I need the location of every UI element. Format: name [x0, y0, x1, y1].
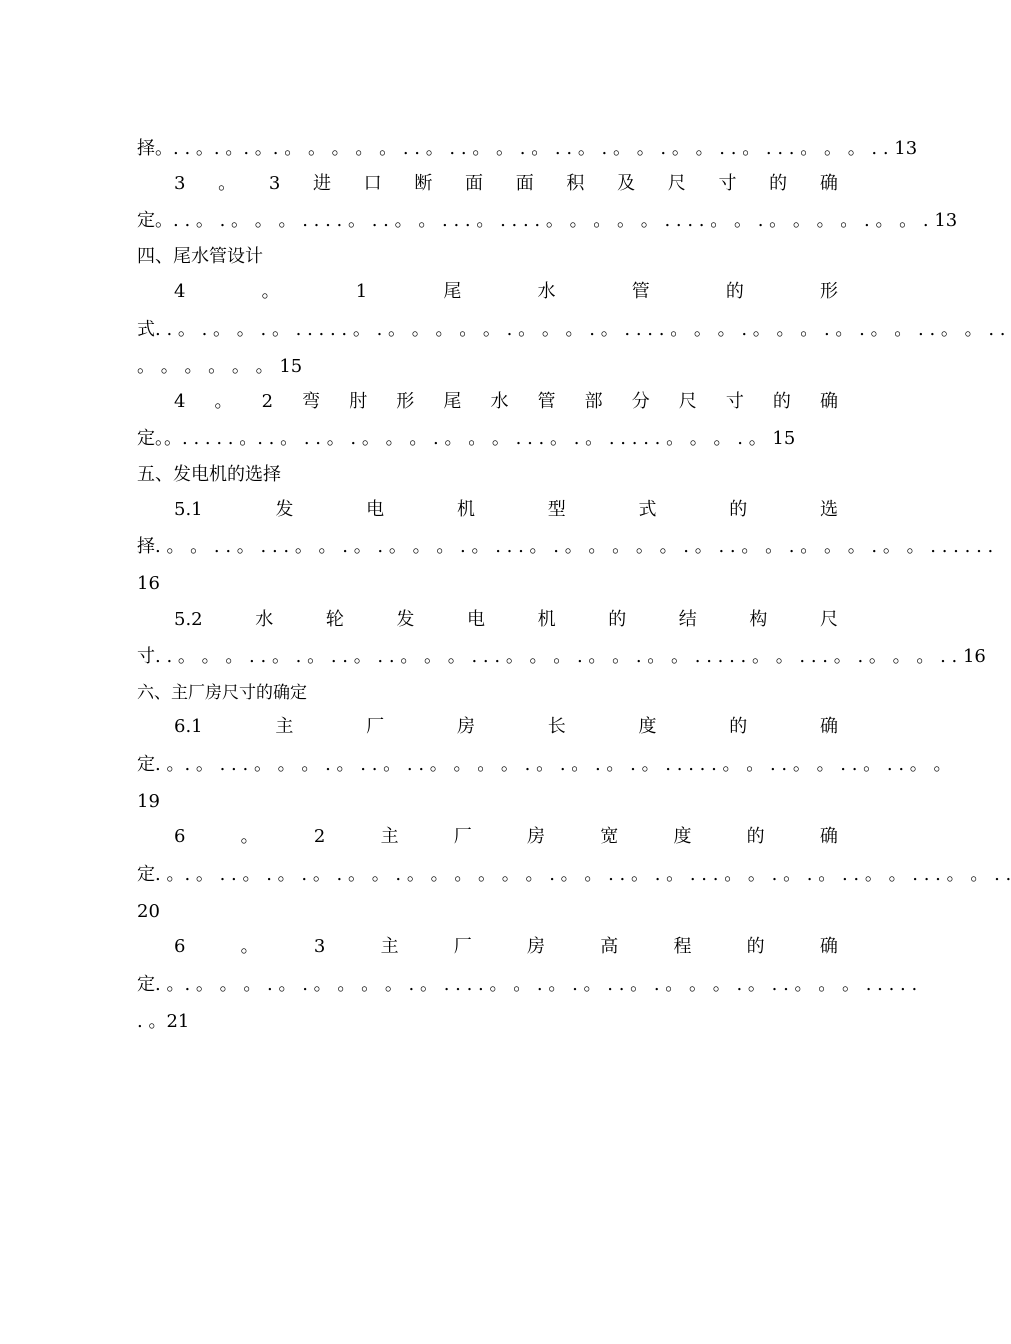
toc-entry-5-1[interactable] — [174, 497, 838, 523]
toc-line-6-1-cont: 定. 。. 。 . . . 。 。 。 . 。 . . 。 . . 。 。 。 。 . 。 . 。 . 。 . 。 . . . . . 。 。 . . 。 。 . . 。 . . 。 。 — [137, 754, 952, 775]
toc-entry-3-3[interactable] — [174, 171, 838, 197]
toc-char: 式 — [638, 499, 657, 520]
toc-entry-6-2[interactable] — [174, 824, 838, 850]
toc-char: 尾 — [443, 281, 462, 302]
toc-char: 机 — [456, 499, 475, 520]
toc-char: 确 — [820, 391, 838, 412]
toc-line-3-3-cont: 定。. . 。 . 。 。 。 . . . . 。 . . 。 。 . . . 。 . . . . 。 。 。 。 。 . . . . 。 。 . 。 。 。 。 . 。 。 . 13 — [137, 210, 958, 231]
toc-char: 6 — [174, 936, 186, 957]
toc-char: 的 — [608, 609, 627, 630]
toc-char: 确 — [819, 936, 838, 957]
toc-char: 确 — [819, 826, 838, 847]
toc-char: 分 — [631, 391, 650, 412]
toc-char: 电 — [366, 499, 385, 520]
toc-char: 寸 — [718, 173, 737, 194]
toc-char: 构 — [749, 609, 768, 630]
toc-section-4-heading[interactable]: 四、尾水管设计 — [137, 246, 263, 267]
toc-char: 形 — [820, 281, 838, 302]
toc-entry-6-3[interactable] — [174, 934, 838, 960]
toc-char: 管 — [537, 391, 556, 412]
toc-char: 6.1 — [174, 716, 203, 737]
toc-section-5-heading[interactable]: 五、发电机的选择 — [137, 464, 281, 485]
toc-char: 尺 — [678, 391, 697, 412]
toc-char: 部 — [584, 391, 603, 412]
toc-line-6-1-page: 19 — [137, 791, 160, 812]
toc-entry-6-1[interactable] — [174, 714, 838, 740]
toc-char: 面 — [465, 173, 484, 194]
toc-char: 水 — [255, 609, 274, 630]
toc-char: 厂 — [453, 936, 472, 957]
toc-char: 厂 — [366, 716, 385, 737]
toc-char: 3 — [268, 173, 281, 194]
toc-char: 进 — [312, 173, 331, 194]
toc-line-6-2-page: 20 — [137, 901, 160, 922]
toc-char: 主 — [380, 826, 399, 847]
toc-char: 6 — [174, 826, 186, 847]
toc-char: 的 — [769, 173, 788, 194]
toc-char: 肘 — [349, 391, 368, 412]
toc-char: 。 — [240, 826, 259, 847]
toc-char: 的 — [729, 716, 748, 737]
toc-entry-5-2[interactable] — [174, 607, 838, 633]
toc-char: 水 — [537, 281, 556, 302]
toc-char: 型 — [547, 499, 566, 520]
toc-char: 尾 — [443, 391, 462, 412]
toc-line-selection-cont: 择。. . 。. 。. 。. 。 。 。 。 。 . . 。 . . 。 。 . 。 . . 。 . 。 。 . 。 。 . . 。 . . . 。 。 。 . . 13 — [137, 138, 918, 159]
toc-char: 4 — [174, 391, 186, 412]
toc-char: 寸 — [725, 391, 744, 412]
toc-char: 4 — [174, 281, 186, 302]
toc-char: 积 — [566, 173, 585, 194]
toc-line-5-1-page: 16 — [137, 573, 160, 594]
toc-char: 机 — [537, 609, 556, 630]
toc-char: 。 — [261, 281, 280, 302]
toc-char: 2 — [313, 826, 326, 847]
toc-char: 度 — [638, 716, 657, 737]
toc-char: 管 — [631, 281, 650, 302]
toc-char: 1 — [355, 281, 368, 302]
toc-char: 结 — [678, 609, 697, 630]
toc-entry-4-1[interactable] — [174, 279, 838, 305]
toc-char: 宽 — [600, 826, 619, 847]
toc-char: 确 — [819, 173, 838, 194]
toc-char: 高 — [600, 936, 619, 957]
toc-char: 房 — [527, 936, 545, 957]
toc-char: 弯 — [302, 391, 321, 412]
toc-char: 。 — [214, 391, 233, 412]
toc-char: 尺 — [819, 609, 838, 630]
toc-line-4-1-page: 。 。 。 。 。 。 15 — [137, 356, 303, 377]
toc-char: 水 — [490, 391, 509, 412]
toc-char: 3 — [313, 936, 326, 957]
toc-line-6-2-cont: 定. 。. 。 . . 。 . 。 . 。 . 。 。 . 。 。 。 。 。 。 . 。 。 . . 。 . 。 . . . 。 。 . 。 . 。 . . 。 。 . . . 。 。 . . — [137, 864, 1011, 885]
toc-section-6-heading[interactable]: 六、主厂房尺寸的确定 — [137, 683, 307, 703]
toc-char: 及 — [617, 173, 636, 194]
toc-char: 尺 — [667, 173, 686, 194]
toc-char: 。 — [240, 936, 259, 957]
toc-line-5-2-cont: 寸. . 。 。 。 . . 。 . 。 . . 。 . . 。 。 。 . . . 。 。 。 . 。 。 . 。 。 . . . . . 。 。 . . . 。 . 。 。 。 . . 16 — [137, 646, 986, 667]
toc-char: 形 — [396, 391, 415, 412]
toc-entry-4-2[interactable] — [174, 389, 838, 415]
toc-char: 面 — [515, 173, 534, 194]
toc-char: 主 — [380, 936, 399, 957]
toc-line-6-3-cont: 定. 。. 。 。 。 . 。 . 。 。 。 。 . 。 . . . . 。 。 . 。 . 。 . . 。 . 。 。 。 . 。 . . 。 。 。 . . . . . — [137, 974, 918, 995]
toc-line-6-3-page: . 。21 — [137, 1011, 190, 1032]
toc-char: 程 — [673, 936, 692, 957]
toc-char: 选 — [820, 499, 838, 520]
toc-line-5-1-cont: 择. 。 。 . . 。 . . . 。 。 . 。 . 。 。 。 . 。 . . . 。 . 。 。 。 。 。 . 。 . . 。 。 . 。 。 。 . 。 。 . . . . . . — [137, 536, 994, 557]
toc-char: 5.1 — [174, 499, 203, 520]
toc-line-4-1-cont: 式. . 。 . 。 。 . 。 . . . . . 。 . 。 。 。 。 。 . 。 。 。 . 。 . . . . 。 。 。 . 。 。 。 . 。 . 。 。 . . 。 。 . . — [137, 319, 1006, 340]
toc-char: 的 — [746, 936, 765, 957]
toc-line-4-2-cont: 定。。. . . . . 。. . 。 . . 。 . 。 。 。 . 。 。 。 . . . 。 . 。 . . . . . 。 。 。 . 。 15 — [137, 428, 796, 449]
toc-char: 厂 — [453, 826, 472, 847]
toc-char: 长 — [547, 716, 566, 737]
toc-char: 确 — [820, 716, 838, 737]
toc-char: 3 — [174, 173, 186, 194]
toc-char: 轮 — [325, 609, 344, 630]
toc-char: 的 — [725, 281, 744, 302]
toc-char: 房 — [456, 716, 475, 737]
toc-char: 的 — [729, 499, 748, 520]
toc-char: 度 — [673, 826, 692, 847]
toc-char: 2 — [261, 391, 274, 412]
toc-char: 电 — [467, 609, 486, 630]
toc-char: 断 — [414, 173, 433, 194]
toc-char: 房 — [527, 826, 545, 847]
toc-char: 。 — [218, 173, 237, 194]
toc-char: 5.2 — [174, 609, 203, 630]
toc-char: 的 — [772, 391, 791, 412]
toc-char: 发 — [275, 499, 294, 520]
toc-char: 口 — [363, 173, 382, 194]
toc-char: 主 — [275, 716, 294, 737]
toc-char: 的 — [746, 826, 765, 847]
toc-char: 发 — [396, 609, 415, 630]
